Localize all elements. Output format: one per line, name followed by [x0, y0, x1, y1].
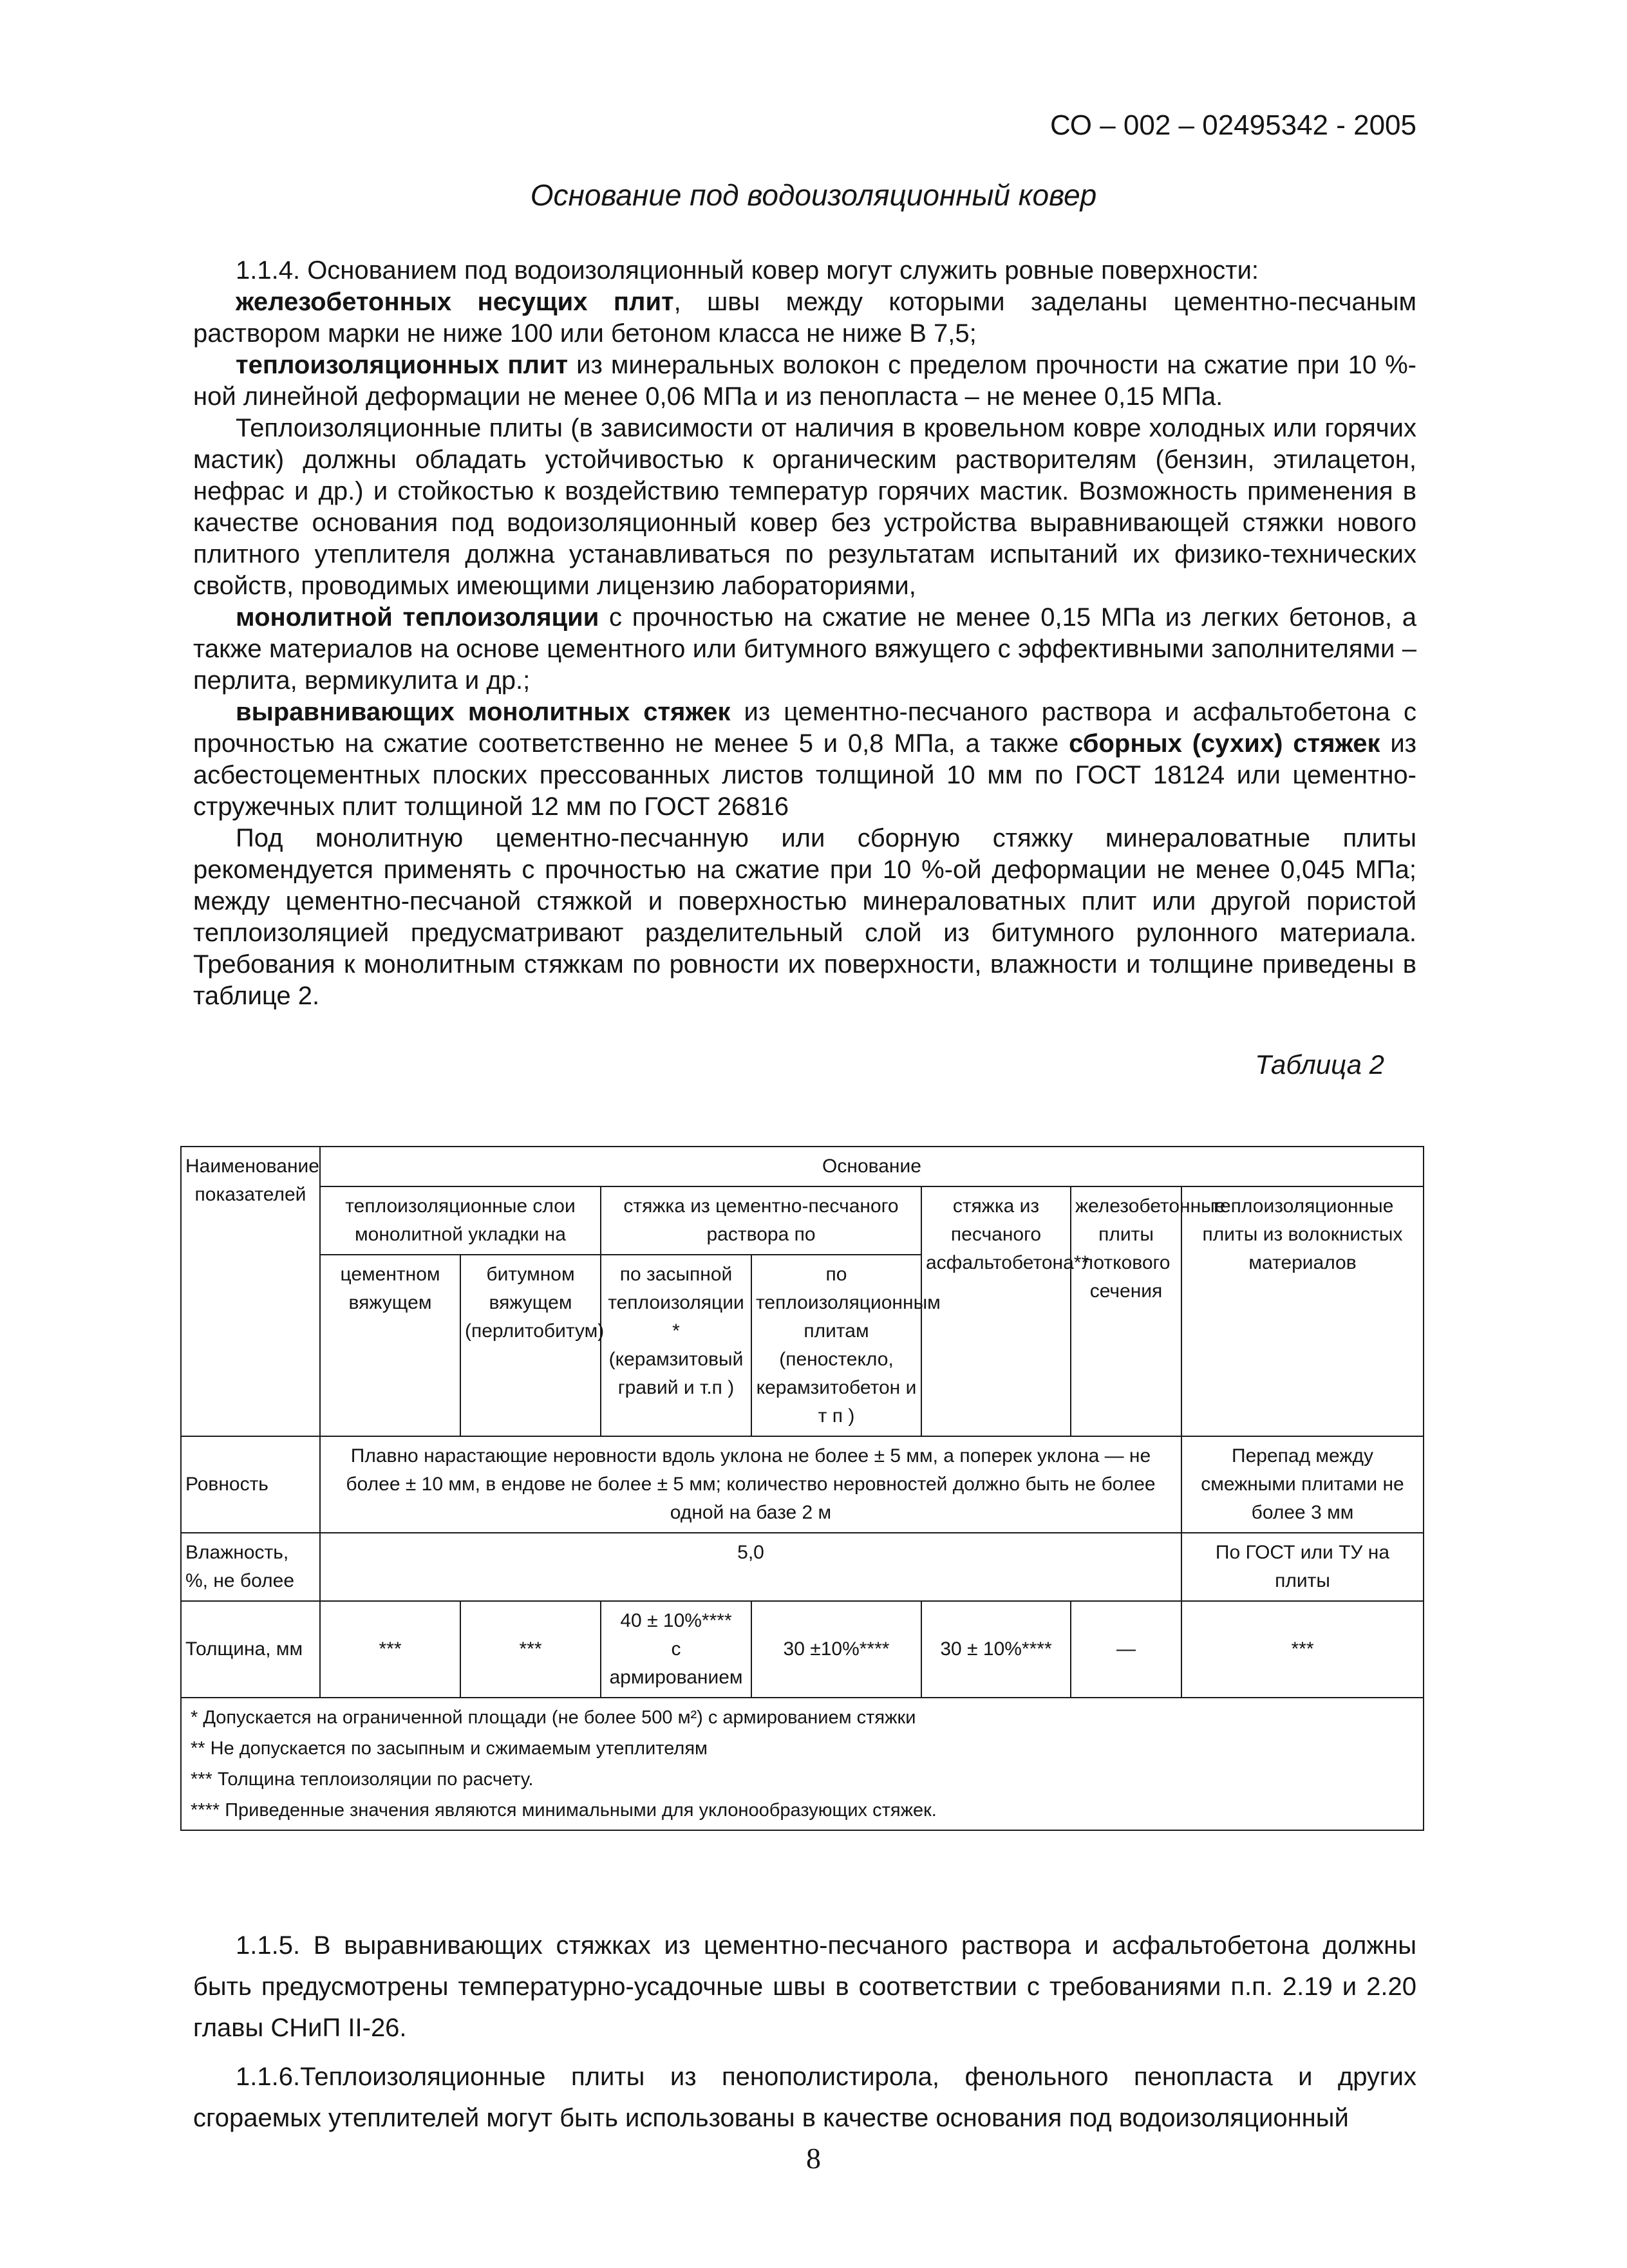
table-row-evenness	[181, 1436, 1424, 1533]
header-name: Наименование показателей	[181, 1147, 320, 1436]
row-label-moisture: Влажность, %, не более	[181, 1533, 320, 1601]
thickness-backfill-note: с армированием	[609, 1638, 743, 1688]
paragraph-thermo-slabs	[193, 350, 1416, 413]
text-screeds-mid: из цементно-песчаного раствора и асфальтобетона с прочностью на сжатие соответственно не менее 5 и 0,8 МПа, а также	[193, 698, 1416, 758]
cell-evenness-main: Плавно нарастающие неровности вдоль уклона не более ± 5 мм, а поперек уклона — не более ± 10 мм, в ендове не более ± 5 мм; количество неровностей должно быть не более одной на базе 2 м	[320, 1436, 1181, 1533]
text-rc-slabs: , швы между которыми заделаны цементно-песчаным раствором марки не ниже 100 или бетоном класса не ниже В 7,5;	[193, 288, 1417, 348]
header-screed-asphalt: стяжка из песчаного асфальтобетона**	[921, 1186, 1071, 1436]
header-base: Основание	[320, 1147, 1424, 1186]
cell-moisture-fiber: По ГОСТ или ТУ на плиты	[1181, 1533, 1424, 1601]
footnote-1: * Допускается на ограниченной площади (не более 500 м²) с армированием стяжки	[191, 1707, 916, 1728]
header-backfill: по засыпной теплоизоляции * (керамзитовый гравий и т.п )	[601, 1255, 751, 1436]
header-thermo-slabs: по теплоизоляционным плитам (пеностекло, керамзитобетон и т п )	[751, 1255, 921, 1436]
header-bitumen-binder: битумном вяжущем (перлитобитум)	[460, 1255, 601, 1436]
paragraph-monolithic-insulation	[193, 602, 1416, 697]
cell-thickness-rc: —	[1071, 1601, 1181, 1698]
cell-thickness-asphalt: 30 ± 10%****	[921, 1601, 1071, 1698]
body-text-after-table	[193, 1925, 1416, 2146]
paragraph-screeds	[193, 697, 1416, 823]
row-label-evenness: Ровность	[181, 1436, 320, 1533]
cell-evenness-fiber: Перепад между смежными плитами не более 3 мм	[1181, 1436, 1424, 1533]
paragraph-rc-slabs	[193, 286, 1416, 350]
document-code: СО – 002 – 02495342 - 2005	[1049, 109, 1416, 141]
cell-thickness-bitumen: ***	[460, 1601, 601, 1698]
cell-thickness-cement: ***	[320, 1601, 460, 1698]
cell-moisture-main: 5,0	[320, 1533, 1181, 1601]
term-dry-screeds: сборных (сухих) стяжек	[1069, 729, 1380, 758]
page-number: 8	[806, 2142, 821, 2175]
text-thermo-slabs: из минеральных волокон с пределом прочности на сжатие при 10 %-ной линейной деформации не менее 0,06 МПа и из пенопласта – не менее 0,15 МПа.	[193, 351, 1416, 411]
row-label-thickness: Толщина, мм	[181, 1601, 320, 1698]
header-cement-binder: цементном вяжущем	[320, 1255, 460, 1436]
paragraph-mineral-wool: Под монолитную цементно-песчанную или сборную стяжку минераловатные плиты рекомендуется применять с прочностью на сжатие при 10 %-ой деформации не менее 0,045 МПа; между цементно-песчаной стяжкой и поверхностью минераловатных плит или другой пористой теплоизоляцией предусматривают разделительный слой из битумного рулонного материала. Требования к монолитным стяжкам по ровности их поверхности, влажности и толщине приведены в таблице 2.	[193, 824, 1416, 1010]
text-screeds-rest: из асбестоцементных плоских прессованных листов толщиной 10 мм по ГОСТ 18124 или цементно-стружечных плит толщиной 12 мм по ГОСТ 26816	[193, 729, 1417, 821]
thickness-backfill-value: 40 ± 10%****	[620, 1610, 732, 1631]
cell-thickness-backfill	[601, 1601, 751, 1698]
footnote-3: *** Толщина теплоизоляции по расчету.	[191, 1769, 534, 1790]
text-monolithic-insulation: с прочностью на сжатие не менее 0,15 МПа из легких бетонов, а также материалов на основе цементного или битумного вяжущего с эффективными заполнителями – перлита, вермикулита и др.;	[193, 603, 1417, 695]
paragraph-1-1-6: 1.1.6.Теплоизоляционные плиты из пенополистирола, фенольного пенопласта и других сгораемых утеплителей могут быть использованы в качестве основания под водоизоляционный	[193, 2063, 1416, 2132]
footnote-2: ** Не допускается по засыпным и сжимаемым утеплителям	[191, 1738, 708, 1759]
paragraph-thermo-properties: Теплоизоляционные плиты (в зависимости от наличия в кровельном ковре холодных или горячих мастик) должны обладать устойчивостью к органическим растворителям (бензин, этилацетон, нефрас и др.) и стойкостью к воздействию температур горячих мастик. Возможность применения в качестве основания под водоизоляционный ковер без устройства выравнивающей стяжки нового плитного утеплителя должна устанавливаться по результатам испытаний их физико-технических свойств, проводимых имеющими лицензию лабораториями,	[193, 414, 1416, 600]
term-rc-slabs: железобетонных несущих плит	[236, 288, 674, 316]
header-screed-cement: стяжка из цементно-песчаного раствора по	[601, 1186, 921, 1255]
table-notes-row	[181, 1698, 1424, 1830]
paragraph-1-1-4: 1.1.4. Основанием под водоизоляционный ковер могут служить ровные поверхности:	[236, 256, 1259, 285]
paragraph-1-1-5: 1.1.5. В выравнивающих стяжках из цементно-песчаного раствора и асфальтобетона должны быть предусмотрены температурно-усадочные швы в соответствии с требованиями п.п. 2.19 и 2.20 главы СНиП II-26.	[193, 1931, 1416, 2042]
table-row-moisture	[181, 1533, 1424, 1601]
term-monolithic-insulation: монолитной теплоизоляции	[236, 603, 599, 632]
table-header-row-2	[181, 1186, 1424, 1255]
term-thermo-slabs: теплоизоляционных плит	[236, 351, 569, 379]
term-leveling-screeds: выравнивающих монолитных стяжек	[236, 698, 731, 726]
requirements-table	[180, 1146, 1424, 1831]
body-text	[193, 255, 1416, 1012]
table-row-thickness	[181, 1601, 1424, 1698]
footnote-4: **** Приведенные значения являются минимальными для уклонообразующих стяжек.	[191, 1800, 937, 1821]
table-header-row-1	[181, 1147, 1424, 1186]
table-caption: Таблица 2	[1255, 1049, 1384, 1080]
header-thermo-layers: теплоизоляционные слои монолитной укладки на	[320, 1186, 601, 1255]
section-title: Основание под водоизоляционный ковер	[530, 178, 1097, 212]
header-fiber-slabs: теплоизоляционные плиты из волокнистых материалов	[1181, 1186, 1424, 1436]
header-rc-slabs: железобетонные плиты лоткового сечения	[1071, 1186, 1181, 1436]
cell-thickness-thermo-slabs: 30 ±10%****	[751, 1601, 921, 1698]
cell-thickness-fiber: ***	[1181, 1601, 1424, 1698]
table-notes	[181, 1698, 1424, 1830]
